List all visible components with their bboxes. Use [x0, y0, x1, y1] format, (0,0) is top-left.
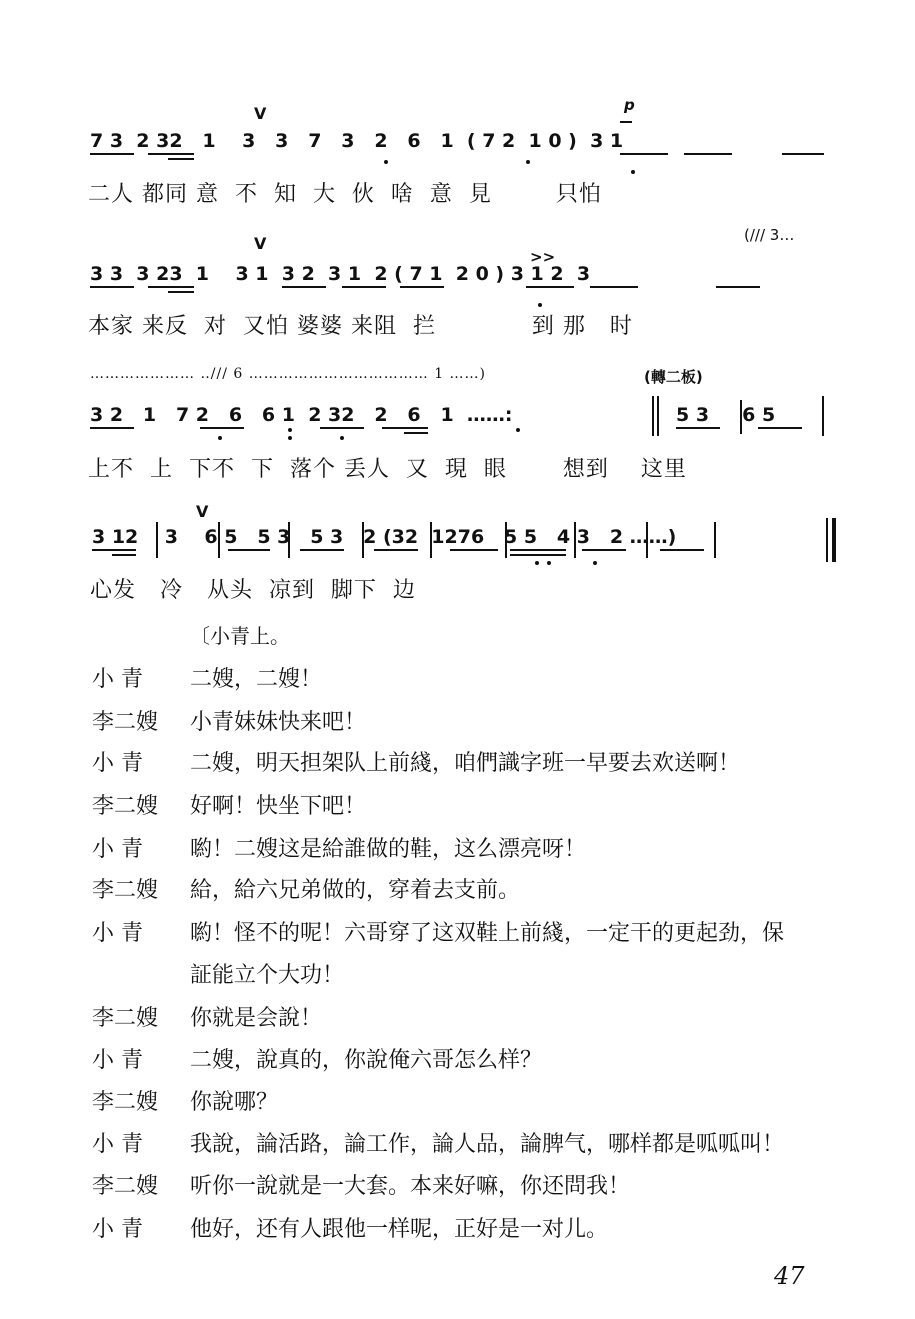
lyrics-line-2: 本家 来反 对 又怕 婆婆 来阻 拦 到 那 时 — [88, 314, 633, 339]
speech-text: 二嫂，明天担架队上前綫，咱們識字班一早要去欢送啊！ — [190, 751, 741, 776]
breath-mark-3: V — [196, 502, 209, 521]
speech-text: 給，給六兄弟做的，穿着去支前。 — [190, 878, 521, 903]
speech-text: 他好，还有人跟他一样呢，正好是一对儿。 — [190, 1217, 609, 1242]
page-number: 47 — [774, 1262, 805, 1290]
tremolo-line: ………………… ‥/// 6 ……………………………… 1 ……) — [90, 366, 487, 382]
breath-mark-2: V — [254, 234, 267, 253]
accent-mark: >> — [530, 248, 556, 266]
speech-text: 喲！怪不的呢！六哥穿了这双鞋上前綫，一定干的更起劲，保 — [190, 921, 785, 946]
breath-mark: V — [254, 104, 267, 123]
speaker-name: 李二嫂 — [92, 878, 159, 903]
speech-text: 証能立个大功！ — [190, 963, 345, 988]
speaker-name: 小 青 — [92, 1048, 143, 1073]
speaker-name: 李二嫂 — [92, 710, 159, 735]
dynamic-mark: p — [624, 96, 635, 114]
speaker-name: 小 青 — [92, 1132, 143, 1157]
speech-text: 二嫂，二嫂！ — [190, 667, 323, 692]
tremolo-mark: (/// 3… — [744, 226, 795, 244]
speaker-name: 小 青 — [92, 921, 143, 946]
speaker-name: 小 青 — [92, 1217, 143, 1242]
notation-line-1: 7 3 2 32 1 3 3 7 3 2 6 1 ( 7 2 1 0 ) 3 1 — [90, 130, 624, 152]
speaker-name: 小 青 — [92, 837, 143, 862]
speaker-name: 李二嫂 — [92, 1090, 159, 1115]
notation-line-3b: 5 3 6 5 — [676, 404, 776, 426]
lyrics-line-4: 心发 冷 从头 凉到 脚下 边 — [90, 578, 416, 603]
speaker-name: 李二嫂 — [92, 794, 159, 819]
speech-text: 你說哪？ — [190, 1090, 279, 1115]
speaker-name: 小 青 — [92, 751, 143, 776]
speech-text: 好啊！快坐下吧！ — [190, 794, 367, 819]
notation-line-2: 3 3 3 23 1 3 1 3 2 3 1 2 ( 7 1 2 0 ) 3 1 2 3 — [90, 263, 591, 285]
lyrics-line-1: 二人 都同 意 不 知 大 伙 啥 意 見 只怕 — [88, 182, 602, 207]
notation-line-3: 3 2 1 7 2 6 6 1 2 32 2 6 1 ……: — [90, 404, 513, 426]
speech-text: 喲！二嫂这是給誰做的鞋，这么漂亮呀！ — [190, 837, 587, 862]
speech-text: 小青妹妹快来吧！ — [190, 710, 367, 735]
speaker-name: 李二嫂 — [92, 1006, 159, 1031]
lyrics-line-3: 上不 上 下不 下 落个 丢人 又 現 眼 想到 这里 — [88, 457, 687, 482]
stage-direction: 〔小青上。 — [190, 624, 290, 648]
notation-line-4: 3 12 3 6 5 5 3 5 3 2 (32 1276 5 5 4 3 2 ……) — [92, 526, 677, 548]
speaker-name: 李二嫂 — [92, 1174, 159, 1199]
speech-text: 你就是会說！ — [190, 1006, 323, 1031]
tempo-change-mark: (轉二板) — [644, 368, 703, 386]
speech-text: 我說，論活路，論工作，論人品，論脾气，哪样都是呱呱叫！ — [190, 1132, 785, 1157]
speech-text: 二嫂，說真的，你說俺六哥怎么样？ — [190, 1048, 543, 1073]
speaker-name: 小 青 — [92, 667, 143, 692]
speech-text: 听你一說就是一大套。本来好嘛，你还問我！ — [190, 1174, 631, 1199]
